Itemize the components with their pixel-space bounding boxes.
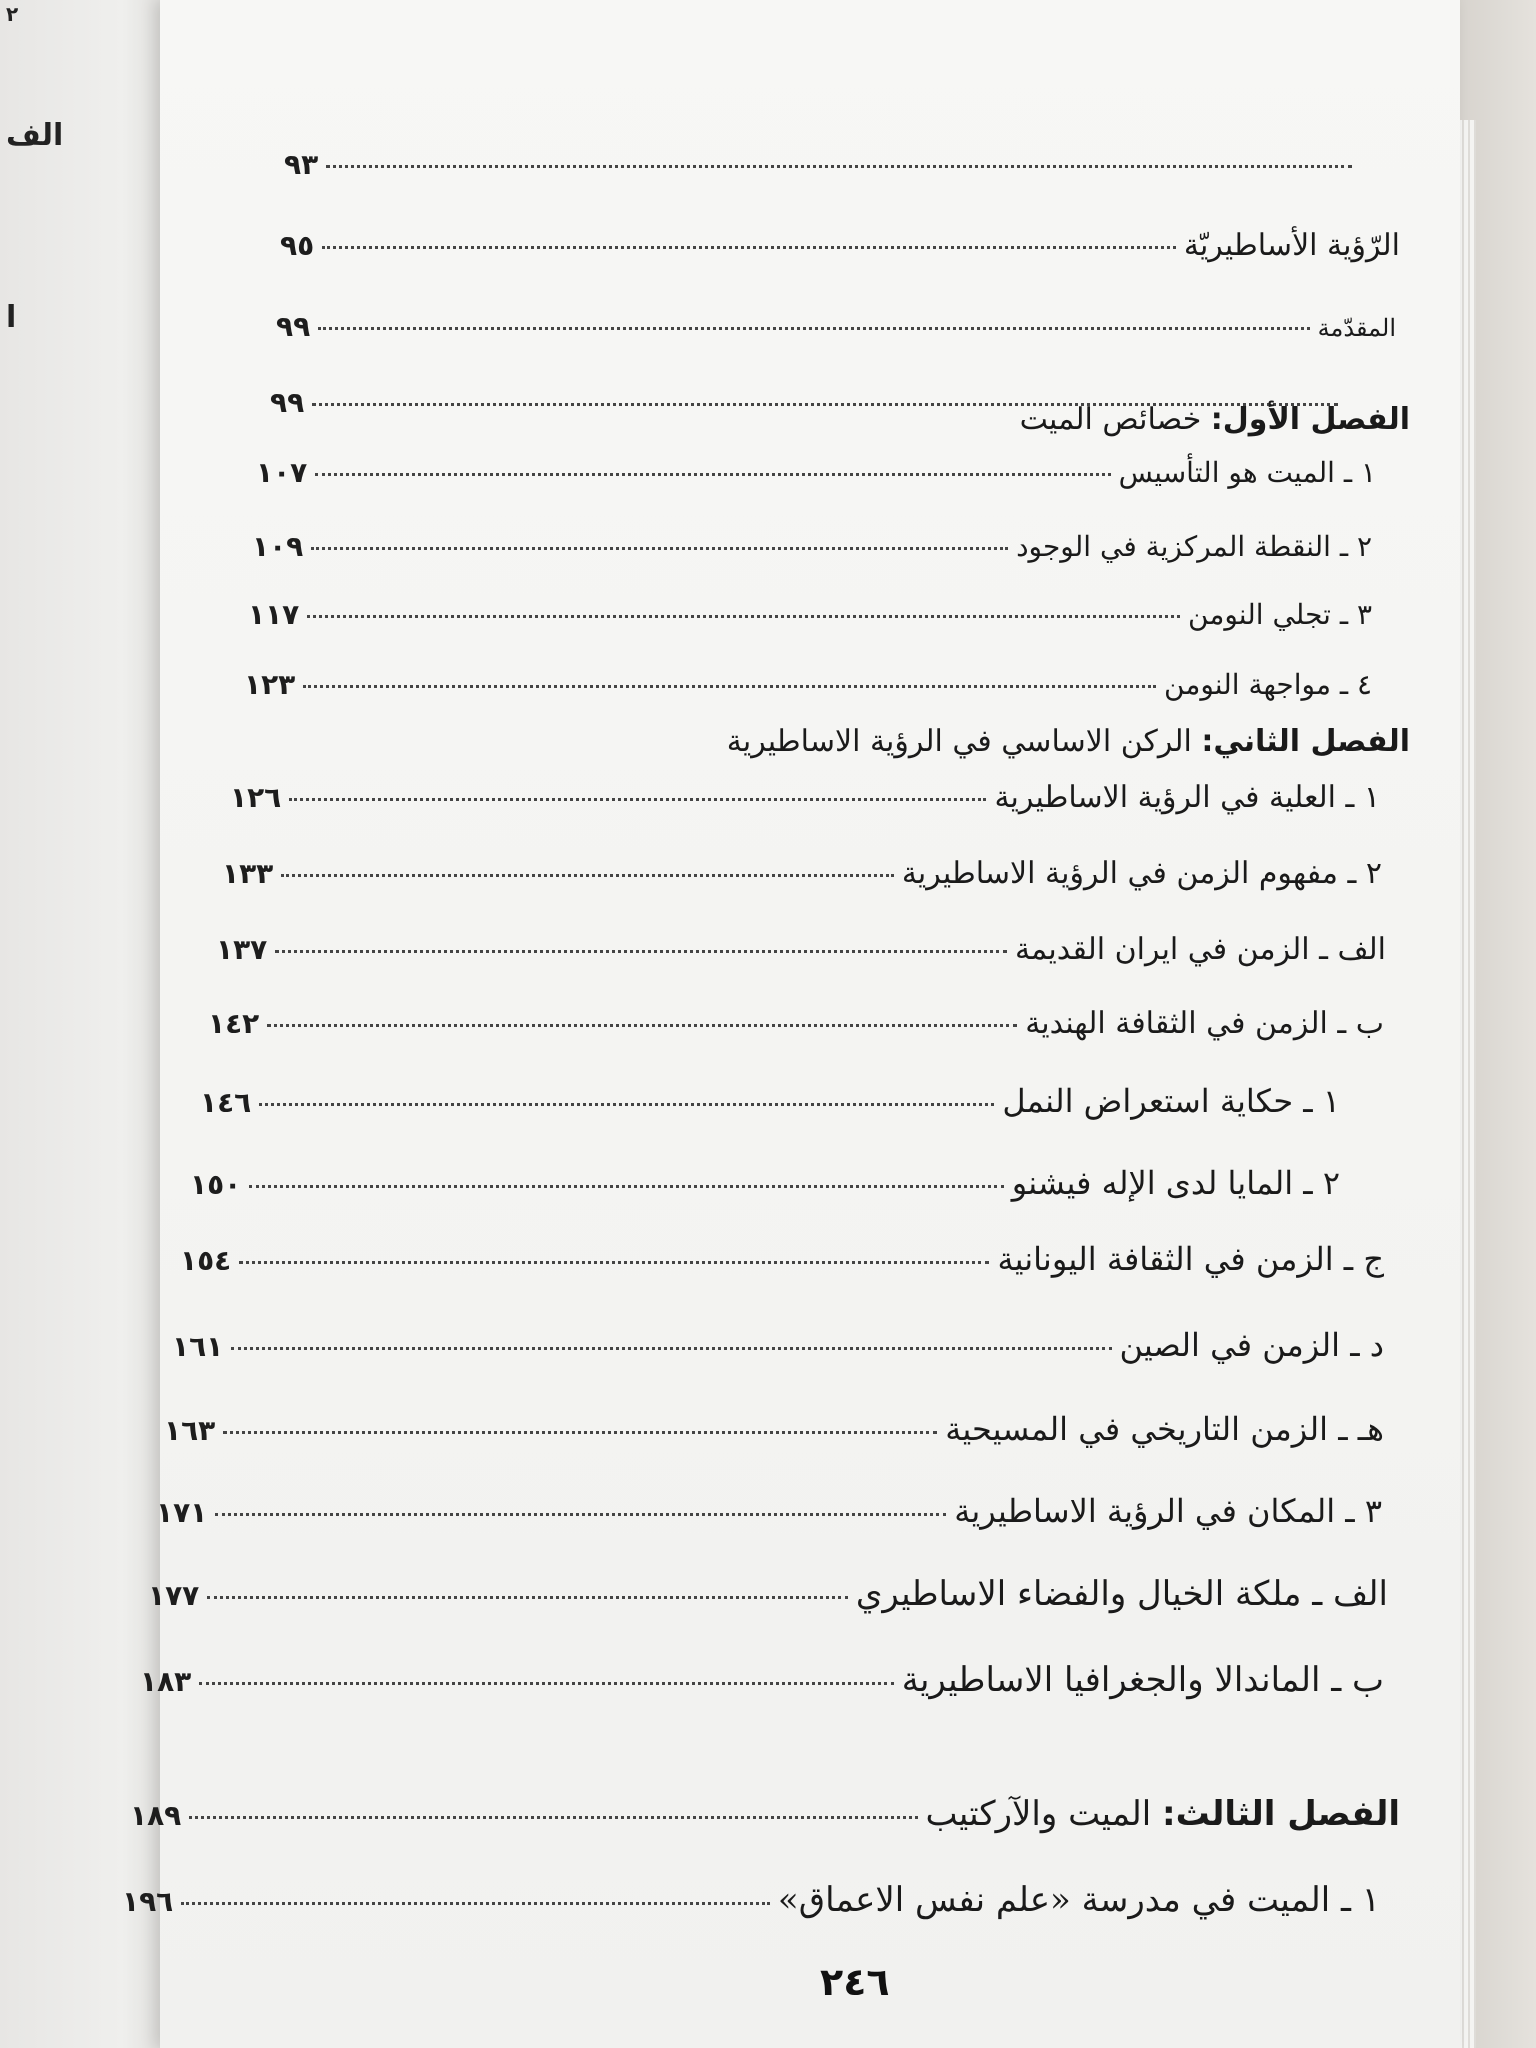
dot-leader	[275, 950, 1007, 953]
toc-page-number: ٩٩	[270, 386, 305, 419]
dot-leader	[249, 1185, 1003, 1188]
toc-title: ٣ ـ تجلي النومن	[1188, 598, 1372, 631]
toc-entry	[230, 780, 1380, 815]
toc-page-number: ١٨٣	[140, 1665, 192, 1698]
toc-title	[727, 724, 1410, 759]
dot-leader	[199, 1682, 893, 1685]
toc-entry	[280, 228, 1400, 263]
toc-entry	[156, 1492, 1382, 1530]
left-page-fragment: ا	[6, 300, 17, 335]
page-number: ٢٤٦	[820, 1960, 890, 2004]
toc-page-number: ١٦١	[172, 1330, 224, 1363]
dot-leader	[318, 327, 1309, 330]
chapter-title: الركن الاساسي في الرؤية الاساطيرية	[726, 724, 1192, 759]
toc-page-number: ١٣٣	[222, 857, 274, 890]
toc-entry	[122, 1880, 1380, 1920]
toc-page-number: ٩٥	[280, 229, 315, 262]
chapter-label: الفصل الثاني:	[1201, 724, 1410, 759]
chapter-label: الفصل الثالث:	[1162, 1794, 1400, 1834]
toc-page-number: ١٠٧	[256, 456, 308, 489]
toc-title	[1020, 402, 1410, 437]
left-page-edge	[0, 0, 175, 2048]
toc-title: ٢ ـ النقطة المركزية في الوجود	[1016, 530, 1372, 563]
toc-page-number: ١٩٦	[122, 1885, 174, 1918]
toc-title: الف ـ الزمن في ايران القديمة	[1014, 932, 1386, 967]
left-page-fragment: ٢	[6, 2, 19, 26]
chapter-title: خصائص الميت	[1019, 402, 1202, 437]
toc-page-number: ١٢٣	[244, 668, 296, 701]
toc-entry	[222, 856, 1382, 891]
toc-title: ١ ـ الميت هو التأسيس	[1118, 456, 1376, 489]
toc-entry	[276, 310, 1396, 343]
toc-entry	[140, 1660, 1384, 1700]
toc-title: ب ـ الماندالا والجغرافيا الاساطيرية	[901, 1660, 1384, 1700]
toc-title: الف ـ ملكة الخيال والفضاء الاساطيري	[855, 1574, 1388, 1614]
toc-entry	[244, 668, 1372, 701]
toc-title: هـ ـ الزمن التاريخي في المسيحية	[945, 1410, 1384, 1448]
chapter-title: الميت والآركتيب	[925, 1794, 1152, 1834]
toc-entry	[284, 148, 1360, 181]
dot-leader	[315, 473, 1110, 476]
toc-entry	[172, 1326, 1384, 1364]
toc-entry	[248, 598, 1372, 631]
toc-entry	[130, 1794, 1400, 1834]
table-of-contents	[122, 0, 1460, 2048]
toc-page-number: ١٤٢	[208, 1007, 260, 1040]
dot-leader	[189, 1816, 917, 1819]
dot-leader	[231, 1347, 1111, 1350]
dot-leader	[181, 1902, 770, 1905]
toc-entry	[190, 1164, 1340, 1202]
toc-page-number: ١٣٧	[216, 933, 268, 966]
chapter-label: الفصل الأول:	[1210, 402, 1410, 437]
dot-leader	[289, 798, 986, 801]
dot-leader	[281, 874, 894, 877]
toc-page-number: ١٦٣	[164, 1414, 216, 1447]
toc-page-number: ١٧١	[156, 1496, 208, 1529]
toc-page-number: ١١٧	[248, 598, 300, 631]
toc-title: ٣ ـ المكان في الرؤية الاساطيرية	[954, 1492, 1382, 1530]
toc-page-number: ٩٣	[284, 148, 319, 181]
toc-page-number: ١٥٤	[180, 1244, 232, 1277]
toc-page-number: ١٠٩	[252, 530, 304, 563]
toc-entry	[252, 530, 1372, 563]
dot-leader	[326, 165, 1352, 168]
toc-entry-chapter	[1019, 402, 1410, 437]
toc-title: ١ ـ العلية في الرؤية الاساطيرية	[994, 780, 1380, 815]
dot-leader	[223, 1431, 937, 1434]
book-page	[122, 0, 1460, 2048]
left-page-fragment: الف	[6, 118, 64, 153]
dot-leader	[215, 1513, 946, 1516]
dot-leader	[307, 615, 1180, 618]
dot-leader	[322, 246, 1176, 249]
toc-title: ١ ـ الميت في مدرسة «علم نفس الاعماق»	[777, 1880, 1380, 1920]
toc-entry	[256, 456, 1376, 489]
toc-title	[926, 1794, 1401, 1834]
toc-page-number: ٩٩	[276, 310, 311, 343]
toc-entry-chapter	[726, 724, 1410, 759]
dot-leader	[259, 1103, 994, 1106]
toc-title: المقدّمة	[1317, 314, 1396, 342]
toc-entry	[180, 1240, 1384, 1278]
toc-entry	[208, 1006, 1384, 1041]
toc-page-number: ١٤٦	[200, 1086, 252, 1119]
dot-leader	[303, 685, 1156, 688]
toc-page-number: ١٨٩	[130, 1799, 182, 1832]
toc-page-number: ١٥٠	[190, 1168, 242, 1201]
toc-title: الرّؤية الأساطيريّة	[1183, 228, 1400, 263]
dot-leader	[207, 1596, 848, 1599]
toc-entry	[200, 1082, 1340, 1120]
toc-entry	[148, 1574, 1388, 1614]
toc-title: ٢ ـ مفهوم الزمن في الرؤية الاساطيرية	[901, 856, 1382, 891]
dot-leader	[267, 1024, 1017, 1027]
dot-leader	[239, 1261, 989, 1264]
toc-title: ٤ ـ مواجهة النومن	[1164, 668, 1372, 701]
toc-title: د ـ الزمن في الصين	[1119, 1326, 1384, 1364]
toc-entry	[164, 1410, 1384, 1448]
dot-leader	[311, 547, 1008, 550]
toc-page-number: ١٧٧	[148, 1579, 200, 1612]
toc-title: ٢ ـ المايا لدى الإله فيشنو	[1011, 1164, 1340, 1202]
toc-page-number: ١٢٦	[230, 781, 282, 814]
toc-title: ب ـ الزمن في الثقافة الهندية	[1025, 1006, 1384, 1041]
toc-title: ١ ـ حكاية استعراض النمل	[1002, 1082, 1340, 1120]
toc-entry	[216, 932, 1386, 967]
toc-title: ج ـ الزمن في الثقافة اليونانية	[997, 1240, 1384, 1278]
